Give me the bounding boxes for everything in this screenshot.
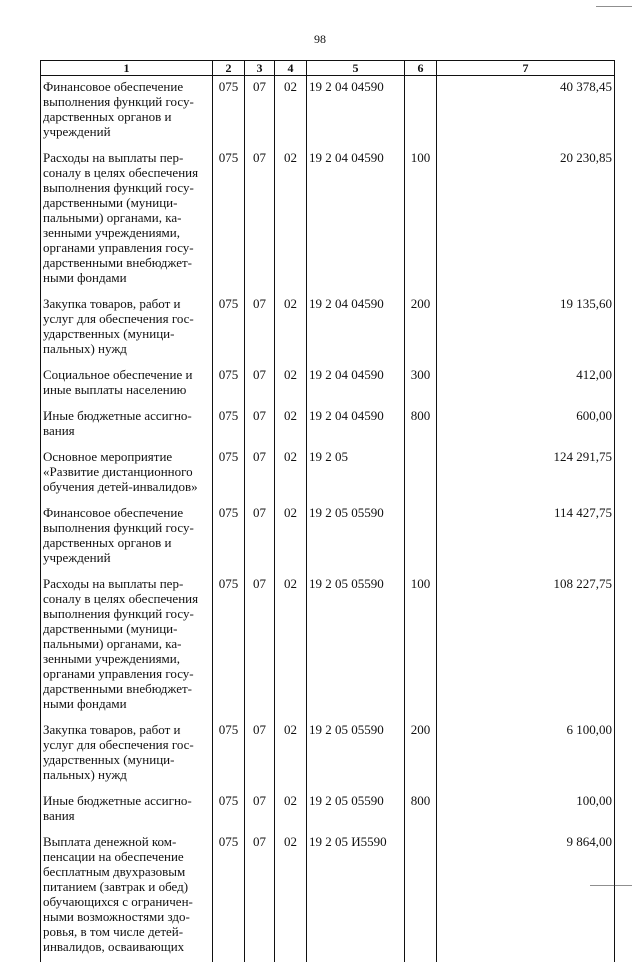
header-col-5: 5 — [307, 61, 405, 76]
cell-name-line: дарственных органов и — [43, 109, 210, 124]
cell-name-line: инвалидов, осваивающих — [43, 939, 210, 954]
cell-name-line: соналу в целях обеспечения — [43, 591, 210, 606]
cell-subsection: 02 — [275, 364, 307, 405]
cell-name-line: услуг для обеспечения гос- — [43, 311, 210, 326]
cell-admin-code: 075 — [213, 719, 245, 790]
header-col-4: 4 — [275, 61, 307, 76]
cell-section: 07 — [245, 446, 275, 502]
cell-amount: 19 135,60 — [437, 293, 615, 364]
cell-name-line: обучения детей-инвалидов» — [43, 479, 210, 494]
cell-amount: 114 427,75 — [437, 502, 615, 573]
cell-name-line: ударственных (муници- — [43, 752, 210, 767]
cell-name — [41, 147, 213, 293]
table-header-row — [41, 61, 615, 76]
cell-name-line: Основное мероприятие — [43, 449, 210, 464]
cell-name — [41, 790, 213, 831]
cell-target-article: 19 2 04 04590 — [307, 147, 405, 293]
cell-section: 07 — [245, 76, 275, 148]
cell-target-article: 19 2 05 05590 — [307, 573, 405, 719]
scan-mark-bottom-right — [590, 885, 632, 886]
cell-target-article: 19 2 04 04590 — [307, 293, 405, 364]
cell-name — [41, 76, 213, 148]
cell-name-line: выполнения функций госу- — [43, 520, 210, 535]
cell-section: 07 — [245, 719, 275, 790]
cell-admin-code: 075 — [213, 831, 245, 962]
cell-name — [41, 502, 213, 573]
cell-section: 07 — [245, 502, 275, 573]
cell-target-article: 19 2 05 05590 — [307, 719, 405, 790]
cell-name-line: Финансовое обеспечение — [43, 79, 210, 94]
cell-target-article: 19 2 04 04590 — [307, 76, 405, 148]
cell-name-line: зенными учреждениями, — [43, 651, 210, 666]
cell-subsection: 02 — [275, 293, 307, 364]
cell-target-article: 19 2 05 05590 — [307, 790, 405, 831]
cell-name-line: ными возможностями здо- — [43, 909, 210, 924]
cell-subsection: 02 — [275, 719, 307, 790]
cell-subsection: 02 — [275, 790, 307, 831]
cell-name-line: Закупка товаров, работ и — [43, 722, 210, 737]
cell-admin-code: 075 — [213, 405, 245, 446]
cell-name-line: ными фондами — [43, 696, 210, 711]
cell-target-article: 19 2 04 04590 — [307, 405, 405, 446]
cell-admin-code: 075 — [213, 293, 245, 364]
table-row — [41, 573, 615, 719]
cell-expense-type — [405, 76, 437, 148]
table-row — [41, 147, 615, 293]
cell-name-line: пенсации на обеспечение — [43, 849, 210, 864]
cell-name-line: дарственными внебюджет- — [43, 681, 210, 696]
cell-name — [41, 719, 213, 790]
cell-expense-type: 100 — [405, 573, 437, 719]
cell-target-article: 19 2 05 05590 — [307, 502, 405, 573]
cell-name-line: Закупка товаров, работ и — [43, 296, 210, 311]
cell-amount: 412,00 — [437, 364, 615, 405]
cell-amount: 6 100,00 — [437, 719, 615, 790]
cell-expense-type: 200 — [405, 293, 437, 364]
cell-admin-code: 075 — [213, 502, 245, 573]
cell-name-line: бесплатным двухразовым — [43, 864, 210, 879]
cell-name-line: иные выплаты населению — [43, 382, 210, 397]
header-col-2: 2 — [213, 61, 245, 76]
cell-name — [41, 364, 213, 405]
cell-admin-code: 075 — [213, 790, 245, 831]
cell-subsection: 02 — [275, 446, 307, 502]
table-row — [41, 502, 615, 573]
cell-name-line: обучающихся с ограничен- — [43, 894, 210, 909]
cell-name-line: дарственными (муници- — [43, 621, 210, 636]
table-row — [41, 364, 615, 405]
cell-name-line: пальных) нужд — [43, 767, 210, 782]
cell-name-line: Расходы на выплаты пер- — [43, 150, 210, 165]
cell-expense-type: 100 — [405, 147, 437, 293]
table-row — [41, 405, 615, 446]
cell-subsection: 02 — [275, 147, 307, 293]
cell-subsection: 02 — [275, 76, 307, 148]
cell-admin-code: 075 — [213, 446, 245, 502]
cell-amount: 40 378,45 — [437, 76, 615, 148]
cell-name-line: ными фондами — [43, 270, 210, 285]
budget-table — [40, 60, 615, 962]
cell-name-line: Расходы на выплаты пер- — [43, 576, 210, 591]
cell-admin-code: 075 — [213, 147, 245, 293]
cell-admin-code: 075 — [213, 364, 245, 405]
header-col-7: 7 — [437, 61, 615, 76]
cell-name-line: дарственных органов и — [43, 535, 210, 550]
cell-section: 07 — [245, 405, 275, 446]
cell-name-line: «Развитие дистанционного — [43, 464, 210, 479]
cell-name-line: дарственными (муници- — [43, 195, 210, 210]
cell-expense-type — [405, 502, 437, 573]
page-number: 98 — [0, 32, 640, 47]
cell-name-line: ударственных (муници- — [43, 326, 210, 341]
cell-admin-code: 075 — [213, 573, 245, 719]
header-col-6: 6 — [405, 61, 437, 76]
cell-name-line: Выплата денежной ком- — [43, 834, 210, 849]
cell-section: 07 — [245, 293, 275, 364]
cell-amount: 100,00 — [437, 790, 615, 831]
cell-name-line: ровья, в том числе детей- — [43, 924, 210, 939]
cell-target-article: 19 2 05 И5590 — [307, 831, 405, 962]
cell-name-line: пальными) органами, ка- — [43, 636, 210, 651]
cell-name-line: дарственными внебюджет- — [43, 255, 210, 270]
cell-section: 07 — [245, 790, 275, 831]
table-row — [41, 446, 615, 502]
cell-name-line: услуг для обеспечения гос- — [43, 737, 210, 752]
cell-name-line: зенными учреждениями, — [43, 225, 210, 240]
cell-expense-type: 800 — [405, 790, 437, 831]
cell-name — [41, 293, 213, 364]
cell-expense-type: 800 — [405, 405, 437, 446]
table-row — [41, 719, 615, 790]
cell-amount: 108 227,75 — [437, 573, 615, 719]
cell-target-article: 19 2 04 04590 — [307, 364, 405, 405]
cell-name — [41, 831, 213, 962]
cell-subsection: 02 — [275, 405, 307, 446]
table-row — [41, 790, 615, 831]
header-col-1: 1 — [41, 61, 213, 76]
cell-amount: 124 291,75 — [437, 446, 615, 502]
cell-name-line: питанием (завтрак и обед) — [43, 879, 210, 894]
cell-name-line: соналу в целях обеспечения — [43, 165, 210, 180]
scan-mark-top-right — [596, 6, 632, 7]
cell-section: 07 — [245, 831, 275, 962]
cell-expense-type: 200 — [405, 719, 437, 790]
cell-subsection: 02 — [275, 573, 307, 719]
table-row — [41, 293, 615, 364]
table-row — [41, 76, 615, 148]
cell-name — [41, 573, 213, 719]
cell-name-line: Иные бюджетные ассигно- — [43, 408, 210, 423]
cell-amount: 20 230,85 — [437, 147, 615, 293]
cell-name-line: вания — [43, 423, 210, 438]
cell-name-line: органами управления госу- — [43, 666, 210, 681]
cell-name-line: Иные бюджетные ассигно- — [43, 793, 210, 808]
cell-admin-code: 075 — [213, 76, 245, 148]
cell-name — [41, 405, 213, 446]
cell-expense-type — [405, 831, 437, 962]
table-row — [41, 831, 615, 962]
cell-name-line: выполнения функций госу- — [43, 606, 210, 621]
cell-name-line: учреждений — [43, 550, 210, 565]
cell-name-line: выполнения функций госу- — [43, 180, 210, 195]
table-body — [41, 76, 615, 962]
header-col-3: 3 — [245, 61, 275, 76]
cell-name — [41, 446, 213, 502]
cell-name-line: пальными) органами, ка- — [43, 210, 210, 225]
cell-name-line: органами управления госу- — [43, 240, 210, 255]
cell-name-line: учреждений — [43, 124, 210, 139]
cell-name-line: Социальное обеспечение и — [43, 367, 210, 382]
cell-amount: 600,00 — [437, 405, 615, 446]
cell-target-article: 19 2 05 — [307, 446, 405, 502]
cell-name-line: выполнения функций госу- — [43, 94, 210, 109]
cell-expense-type: 300 — [405, 364, 437, 405]
cell-name-line: Финансовое обеспечение — [43, 505, 210, 520]
cell-name-line: пальных) нужд — [43, 341, 210, 356]
cell-section: 07 — [245, 573, 275, 719]
cell-amount: 9 864,00 — [437, 831, 615, 962]
cell-section: 07 — [245, 364, 275, 405]
cell-subsection: 02 — [275, 502, 307, 573]
cell-expense-type — [405, 446, 437, 502]
cell-name-line: вания — [43, 808, 210, 823]
cell-section: 07 — [245, 147, 275, 293]
cell-subsection: 02 — [275, 831, 307, 962]
